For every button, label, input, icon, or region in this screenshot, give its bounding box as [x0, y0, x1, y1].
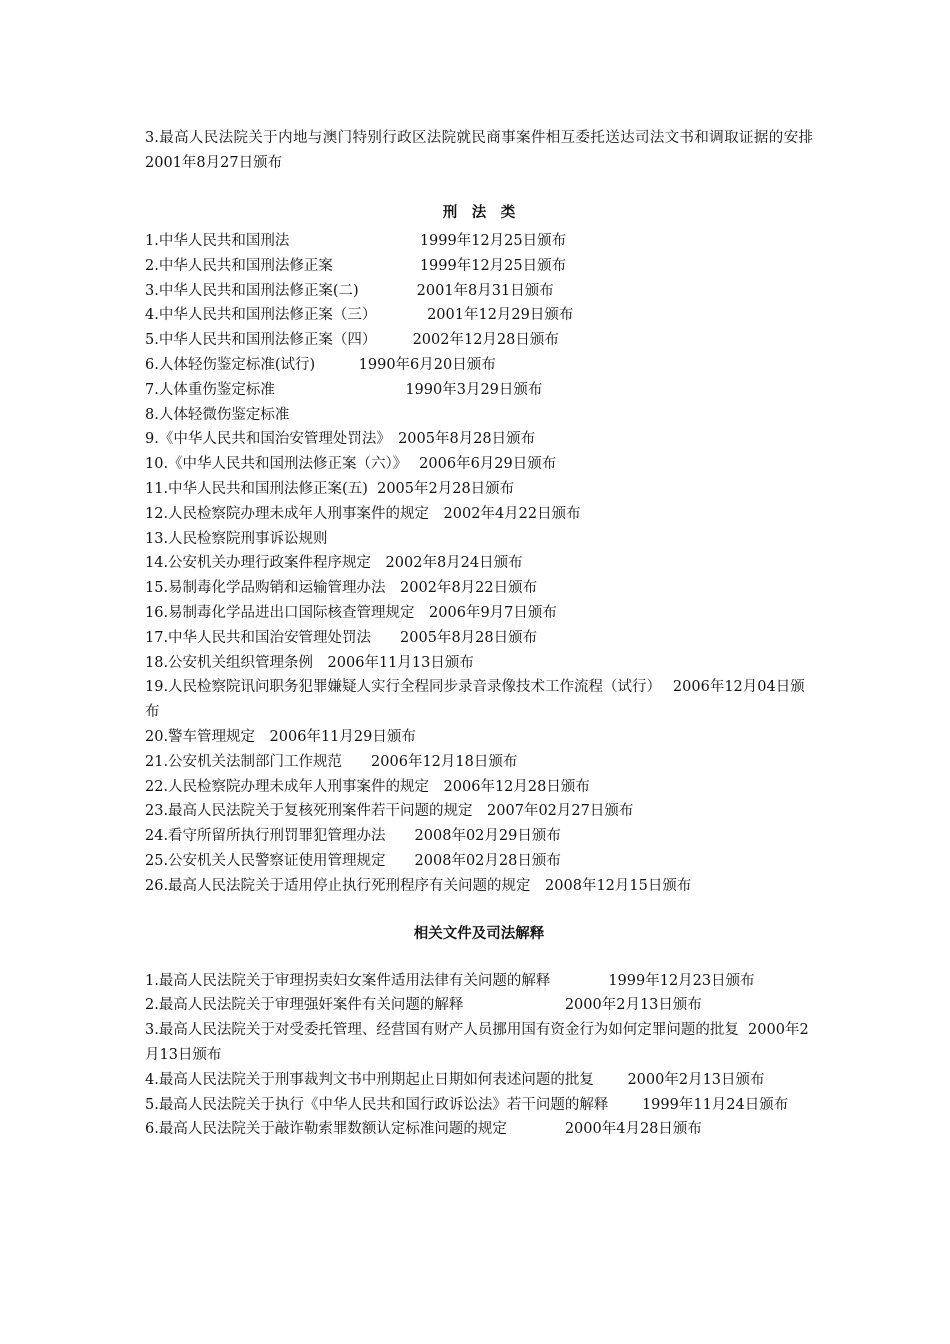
criminal-law-list	[145, 229, 813, 899]
list-item: 21.公安机关法制部门工作规范 2006年12月18日颁布	[145, 753, 518, 770]
list-item: 6.人体轻伤鉴定标准(试行) 1990年6月20日颁布	[145, 356, 496, 373]
list-item: 25.公安机关人民警察证使用管理规定 2008年02月28日颁布	[145, 852, 561, 869]
list-item: 3.中华人民共和国刑法修正案(二) 2001年8月31日颁布	[145, 282, 554, 299]
list-item: 10.《中华人民共和国刑法修正案（六）》 2006年6月29日颁布	[145, 456, 557, 473]
list-item: 5.中华人民共和国刑法修正案（四） 2002年12月28日颁布	[145, 332, 559, 349]
list-item: 2.最高人民法院关于审理强奸案件有关问题的解释 2000年2月13日颁布	[145, 997, 702, 1014]
list-item: 14.公安机关办理行政案件程序规定 2002年8月24日颁布	[145, 555, 523, 572]
list-item: 11.中华人民共和国刑法修正案(五) 2005年2月28日颁布	[145, 480, 515, 497]
list-item: 3.最高人民法院关于对受委托管理、经营国有财产人员挪用国有资金行为如何定罪问题的批复 2000年2月13日颁布	[145, 1022, 809, 1063]
list-item: 24.看守所留所执行刑罚罪犯管理办法 2008年02月29日颁布	[145, 828, 561, 845]
list-item: 4.中华人民共和国刑法修正案（三） 2001年12月29日颁布	[145, 307, 574, 324]
list-item: 15.易制毒化学品购销和运输管理办法 2002年8月22日颁布	[145, 580, 538, 597]
list-item: 22.人民检察院办理未成年人刑事案件的规定 2006年12月28日颁布	[145, 778, 590, 795]
list-item: 7.人体重伤鉴定标准 1990年3月29日颁布	[145, 381, 543, 398]
list-item: 6.最高人民法院关于敲诈勒索罪数额认定标准问题的规定 2000年4月28日颁布	[145, 1121, 702, 1138]
intro-item-3: 3.最高人民法院关于内地与澳门特别行政区法院就民商事案件相互委托送达司法文书和调取证据的安排 2001年8月27日颁布	[145, 130, 871, 171]
judicial-interpretations-list	[145, 969, 813, 1143]
list-item: 23.最高人民法院关于复核死刑案件若干问题的规定 2007年02月27日颁布	[145, 803, 634, 820]
list-item: 26.最高人民法院关于适用停止执行死刑程序有关问题的规定 2008年12月15日颁布	[145, 877, 692, 894]
list-item: 16.易制毒化学品进出口国际核查管理规定 2006年9月7日颁布	[145, 604, 557, 621]
list-item: 20.警车管理规定 2006年11月29日颁布	[145, 728, 416, 745]
list-item: 17.中华人民共和国治安管理处罚法 2005年8月28日颁布	[145, 629, 538, 646]
list-item: 9.《中华人民共和国治安管理处罚法》 2005年8月28日颁布	[145, 431, 536, 448]
list-item: 19.人民检察院讯问职务犯罪嫌疑人实行全程同步录音录像技术工作流程（试行） 2006年12月04日颁布	[145, 679, 805, 721]
list-item: 2.中华人民共和国刑法修正案 1999年12月25日颁布	[145, 257, 567, 274]
section-heading-criminal-law: 刑 法 类	[442, 204, 516, 221]
list-item: 12.人民检察院办理未成年人刑事案件的规定 2002年4月22日颁布	[145, 505, 581, 522]
list-item: 13.人民检察院刑事诉讼规则	[145, 530, 328, 547]
list-item: 5.最高人民法院关于执行《中华人民共和国行政诉讼法》若干问题的解释 1999年11月24日颁布	[145, 1096, 789, 1113]
list-item: 1.最高人民法院关于审理拐卖妇女案件适用法律有关问题的解释 1999年12月23日颁布	[145, 972, 755, 989]
list-item: 8.人体轻微伤鉴定标准	[145, 406, 290, 423]
list-item: 4.最高人民法院关于刑事裁判文书中刑期起止日期如何表述问题的批复 2000年2月13日颁布	[145, 1071, 765, 1088]
list-item: 1.中华人民共和国刑法 1999年12月25日颁布	[145, 233, 567, 249]
section-heading-judicial-interpretations: 相关文件及司法解释	[413, 924, 545, 942]
document-page	[145, 126, 871, 1142]
list-item: 18.公安机关组织管理条例 2006年11月13日颁布	[145, 654, 474, 671]
